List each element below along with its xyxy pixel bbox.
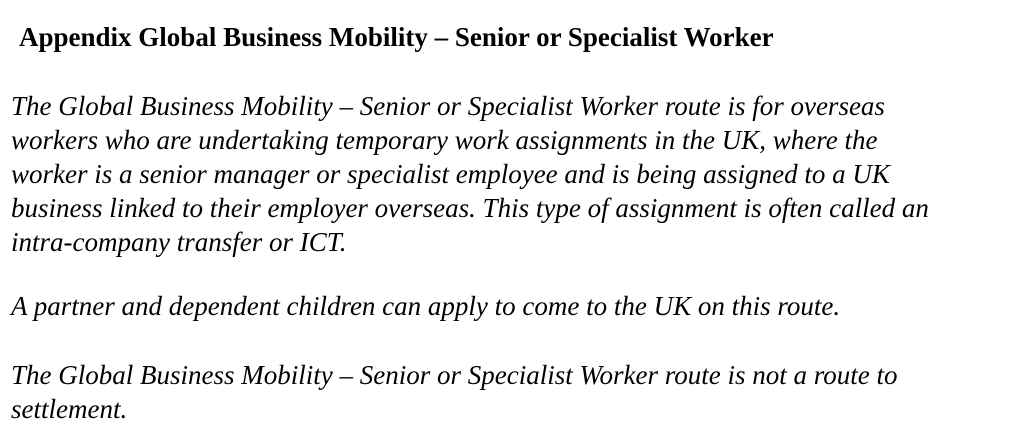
paragraph-line: settlement. bbox=[11, 394, 128, 424]
paragraph-line: business linked to their employer overseas. This type of assignment is often called an bbox=[11, 193, 929, 223]
route-description-paragraph bbox=[11, 89, 929, 259]
paragraph-line: The Global Business Mobility – Senior or Specialist Worker route is for overseas bbox=[11, 91, 885, 121]
paragraph-line: The Global Business Mobility – Senior or Specialist Worker route is not a route to bbox=[11, 360, 898, 390]
settlement-paragraph bbox=[11, 358, 897, 426]
page-title: Appendix Global Business Mobility – Senior or Specialist Worker bbox=[19, 22, 774, 52]
paragraph-line: intra-company transfer or ICT. bbox=[11, 227, 347, 257]
dependants-paragraph bbox=[11, 289, 840, 323]
paragraph-line: worker is a senior manager or specialist employee and is being assigned to a UK bbox=[11, 159, 890, 189]
paragraph-line: A partner and dependent children can apply to come to the UK on this route. bbox=[11, 291, 841, 321]
paragraph-line: workers who are undertaking temporary work assignments in the UK, where the bbox=[11, 125, 878, 155]
